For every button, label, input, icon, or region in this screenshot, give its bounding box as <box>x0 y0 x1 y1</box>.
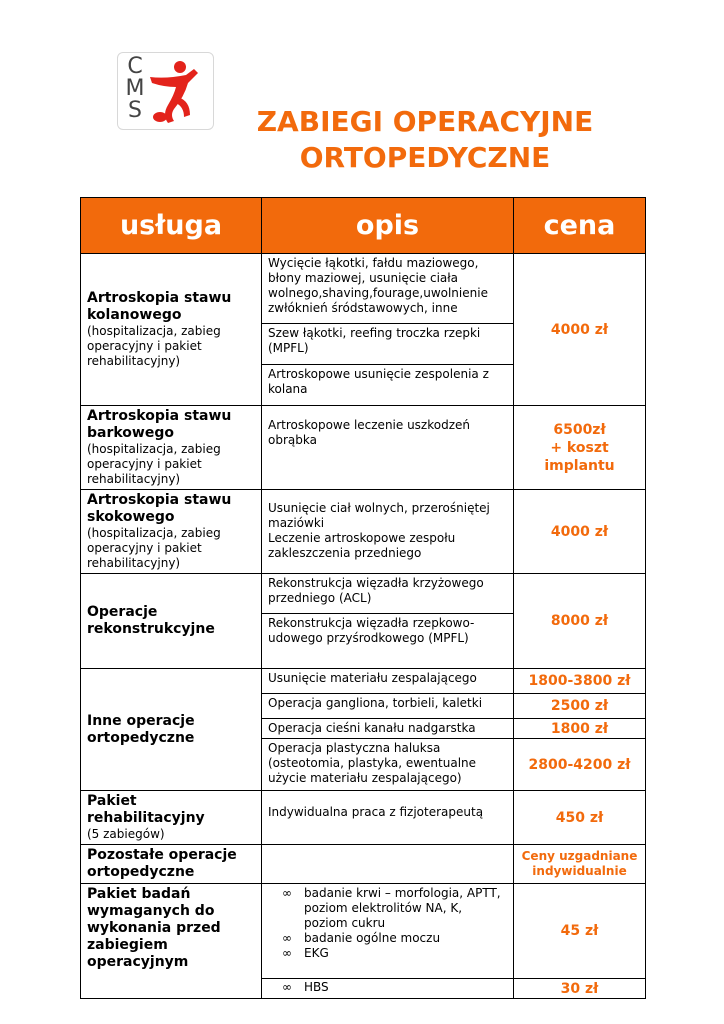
logo-letter-c: C <box>127 54 143 79</box>
service-cell <box>81 574 262 669</box>
header-price: cena <box>514 198 646 254</box>
list-item <box>282 886 507 931</box>
list-item-text: badanie ogólne moczu <box>304 931 441 945</box>
service-cell <box>81 254 262 406</box>
logo-letter-s: S <box>128 98 142 123</box>
logo-letters <box>124 56 146 122</box>
price-cell: 30 zł <box>514 979 646 999</box>
list-item <box>282 946 507 961</box>
title-line-1: ZABIEGI OPERACYJNE <box>256 105 594 138</box>
description-cell <box>262 979 514 999</box>
description-cell: Indywidualna praca z fizjoterapeutą <box>262 791 514 845</box>
price-cell: 1800 zł <box>514 719 646 739</box>
description-cell: Szew łąkotki, reefing troczka rzepki (MPFL) <box>262 324 514 365</box>
description-cell: Rekonstrukcja więzadła rzepkowo-udowego przyśrodkowego (MPFL) <box>262 614 514 669</box>
price-cell: 2500 zł <box>514 694 646 719</box>
title-line-2: ORTOPEDYCZNE <box>299 141 551 174</box>
service-name: Artroskopia stawu kolanowego <box>87 290 232 323</box>
description-cell: Rekonstrukcja więzadła krzyżowego przedniego (ACL) <box>262 574 514 614</box>
service-note: (hospitalizacja, zabieg operacyjny i pakiet rehabilitacyjny) <box>87 526 221 570</box>
table-row <box>81 669 646 694</box>
header-service: usługa <box>81 198 262 254</box>
header-description: opis <box>262 198 514 254</box>
description-cell: Artroskopowe leczenie uszkodzeń obrąbka <box>262 406 514 490</box>
price-cell: 45 zł <box>514 884 646 979</box>
price-cell: 1800-3800 zł <box>514 669 646 694</box>
service-note: (5 zabiegów) <box>87 827 165 841</box>
table-row <box>81 845 646 884</box>
description-cell: Operacja gangliona, torbieli, kaletki <box>262 694 514 719</box>
description-cell <box>262 884 514 979</box>
logo-letter-m: M <box>125 76 145 101</box>
price-cell: 2800-4200 zł <box>514 739 646 791</box>
tests-list <box>262 979 513 997</box>
table-row <box>81 884 646 979</box>
service-name: Pakiet rehabilitacyjny <box>87 793 205 826</box>
service-name: Inne operacje ortopedyczne <box>87 712 195 746</box>
service-cell <box>81 490 262 574</box>
cms-logo <box>117 52 214 130</box>
table-row <box>81 574 646 614</box>
bullet-icon: ∞ <box>282 980 292 994</box>
service-cell <box>81 884 262 999</box>
description-cell <box>262 490 514 574</box>
list-item-text: HBS <box>304 980 329 994</box>
service-name: Artroskopia stawu skokowego <box>87 492 232 525</box>
price-cell: 450 zł <box>514 791 646 845</box>
list-item-text: EKG <box>304 946 329 960</box>
description-cell: Artroskopowe usunięcie zespolenia z kolana <box>262 365 514 406</box>
table-row <box>81 490 646 574</box>
bullet-icon: ∞ <box>282 886 292 900</box>
service-name: Artroskopia stawu barkowego <box>87 408 232 441</box>
table-header-row <box>81 198 646 254</box>
service-cell <box>81 669 262 791</box>
description-cell: Operacja plastyczna haluksa (osteotomia, plastyka, ewentualne użycie materiału zespalającego) <box>262 739 514 791</box>
service-note: (hospitalizacja, zabieg operacyjny i pakiet rehabilitacyjny) <box>87 442 221 486</box>
price-cell: Ceny uzgadniane indywidualnie <box>514 845 646 884</box>
price-cell: 4000 zł <box>514 254 646 406</box>
table-row <box>81 406 646 490</box>
table-row <box>81 791 646 845</box>
price-cell: 4000 zł <box>514 490 646 574</box>
tests-list <box>262 884 513 963</box>
service-name: Pozostałe operacje ortopedyczne <box>87 847 237 880</box>
service-cell <box>81 791 262 845</box>
description-line: Leczenie artroskopowe zespołu zakleszczenia przedniego <box>268 530 456 560</box>
description-line: Usunięcie ciał wolnych, przerośniętej maziówki <box>268 500 490 530</box>
bullet-icon: ∞ <box>282 946 292 960</box>
description-cell: Usunięcie materiału zespalającego <box>262 669 514 694</box>
price-cell: 6500zł + koszt implantu <box>514 406 646 490</box>
service-name: Operacje rekonstrukcyjne <box>87 604 215 637</box>
list-item <box>282 980 507 995</box>
list-item-text: badanie krwi – morfologia, APTT, poziom elektrolitów NA, K, poziom cukru <box>304 886 501 930</box>
price-table <box>80 197 646 999</box>
description-cell: Wycięcie łąkotki, fałdu maziowego, błony maziowej, usunięcie ciała wolnego,shaving,fourage,uwolnienie zwłóknień śródstawowych, inne <box>262 254 514 324</box>
runner-figure-icon <box>146 57 208 127</box>
price-cell: 8000 zł <box>514 574 646 669</box>
description-cell <box>262 845 514 884</box>
service-note: (hospitalizacja, zabieg operacyjny i pakiet rehabilitacyjny) <box>87 324 221 368</box>
table-row <box>81 254 646 324</box>
service-cell <box>81 845 262 884</box>
service-name: Pakiet badań wymaganych do wykonania przed zabiegiem operacyjnym <box>87 886 221 970</box>
bullet-icon: ∞ <box>282 931 292 945</box>
list-item <box>282 931 507 946</box>
page-title <box>220 104 630 176</box>
description-cell: Operacja cieśni kanału nadgarstka <box>262 719 514 739</box>
service-cell <box>81 406 262 490</box>
